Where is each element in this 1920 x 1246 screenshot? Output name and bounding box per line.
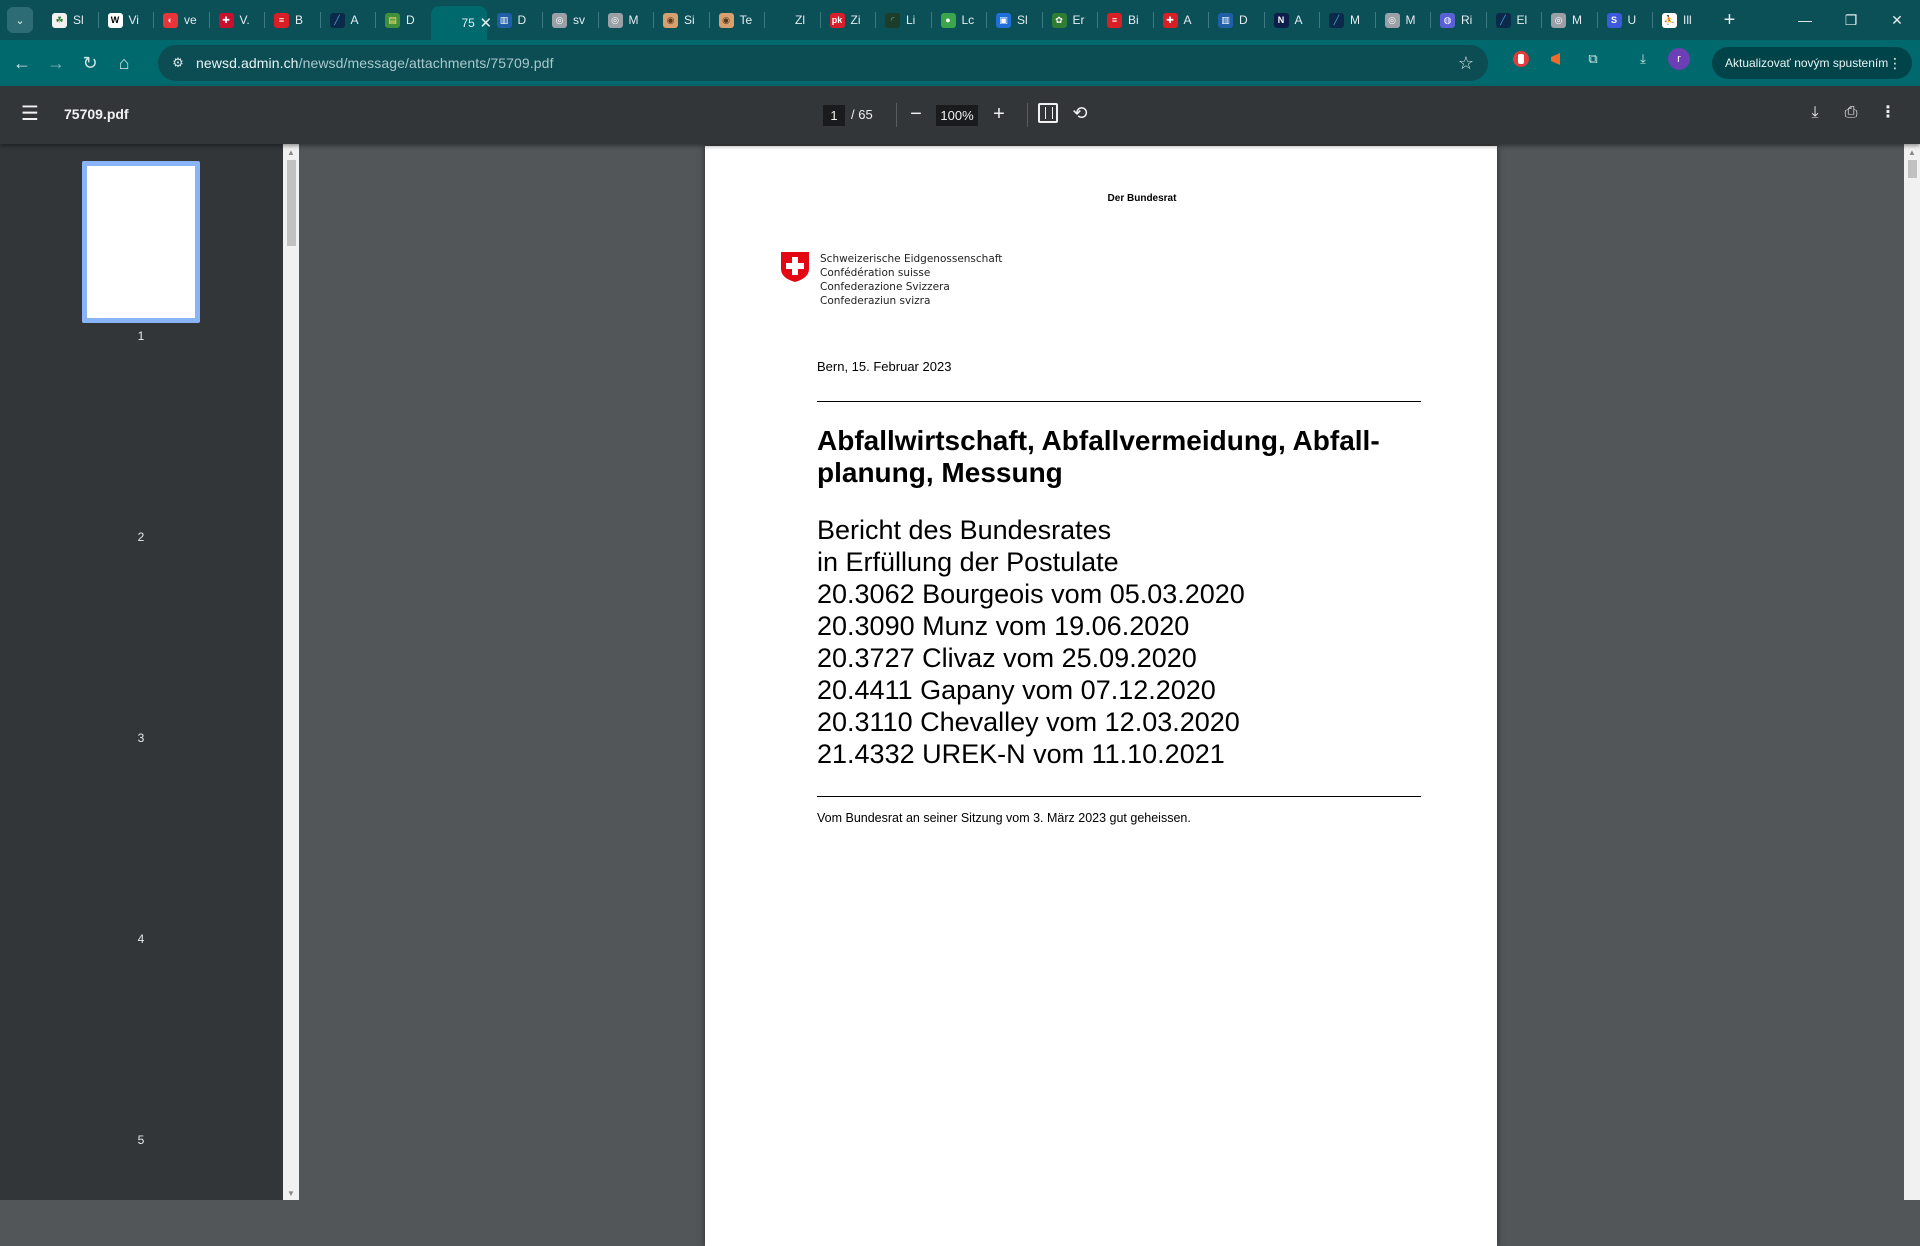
document-title: 75709.pdf <box>64 106 129 122</box>
pdf-page <box>705 146 1497 1246</box>
back-button[interactable] <box>5 46 39 80</box>
print-button[interactable] <box>1839 101 1863 125</box>
puzzle-extensions-icon[interactable]: ⧉ <box>1588 51 1598 66</box>
favicon-icon <box>441 16 456 31</box>
tab-title: Lc <box>961 13 975 27</box>
tab[interactable] <box>709 0 765 40</box>
thumbnail-preview[interactable] <box>82 563 200 725</box>
sidebar-scrollbar[interactable] <box>283 144 299 1200</box>
zoom-in-button[interactable] <box>987 100 1011 128</box>
tab-list <box>42 0 1708 40</box>
url-host: newsd.admin.ch <box>196 55 299 71</box>
tab-title: A <box>1183 13 1192 27</box>
close-icon: ✕ <box>1891 11 1903 28</box>
subtitle-line: 20.3062 Bourgeois vom 05.03.2020 <box>817 579 1245 609</box>
tab-title: Sl <box>73 13 84 27</box>
main-scroll-thumb[interactable] <box>1908 160 1917 178</box>
tab[interactable] <box>1153 0 1209 40</box>
thumbnail-page-number: 1 <box>137 329 145 343</box>
plus-icon: + <box>1723 8 1736 31</box>
tab-title: sv <box>573 13 585 27</box>
home-button[interactable] <box>107 46 141 80</box>
favicon-icon: N <box>1274 13 1289 28</box>
tab-title: 75 <box>461 16 475 30</box>
tab-search-button[interactable] <box>7 7 33 33</box>
report-subtitle <box>817 514 1245 770</box>
tab-title: V. <box>239 13 250 27</box>
url-text[interactable] <box>196 55 554 71</box>
confederation-name: Confederazione Svizzera <box>820 281 950 293</box>
tab[interactable] <box>264 0 320 40</box>
swiss-cross-logo <box>780 251 810 283</box>
window-controls <box>1782 0 1920 40</box>
page-thumbnail[interactable] <box>82 764 200 946</box>
tab[interactable] <box>1375 0 1431 40</box>
favicon-icon: ☘ <box>52 13 67 28</box>
favicon-icon: ✚ <box>219 13 234 28</box>
favicon-icon: ╱ <box>330 13 345 28</box>
tab-title: Bi <box>1128 13 1139 27</box>
tab-title: Zi <box>850 13 861 27</box>
tab[interactable] <box>1208 0 1264 40</box>
tab-title: U <box>1627 13 1637 27</box>
bookmark-star-icon[interactable]: ☆ <box>1457 53 1474 73</box>
tab[interactable] <box>375 0 431 40</box>
plus-icon: + <box>993 103 1005 125</box>
page-number-input[interactable]: 1 <box>823 105 845 126</box>
tab-strip <box>0 0 1920 40</box>
favicon-icon: ◜ <box>885 13 900 28</box>
favicon-icon: W <box>108 13 123 28</box>
tab-title: Zl <box>795 13 805 27</box>
tab-title: M <box>1572 13 1582 27</box>
favicon-icon: ◐ <box>163 13 178 28</box>
sidebar-menu-button[interactable] <box>18 103 42 127</box>
tab-title: Li <box>906 13 916 27</box>
tune-icon: ⚙ <box>172 55 184 70</box>
thumbnail-list <box>0 144 283 1200</box>
tab[interactable] <box>1541 0 1597 40</box>
thumbnail-preview[interactable] <box>82 161 200 323</box>
zoom-out-button[interactable] <box>904 100 928 128</box>
subtitle-line: in Erfüllung der Postulate <box>817 547 1119 577</box>
favicon-icon: ▥ <box>497 13 512 28</box>
thumbnail-sidebar <box>0 144 283 1200</box>
thumbnail-preview[interactable] <box>82 764 200 926</box>
confederation-name: Schweizerische Eidgenossenschaft <box>820 253 1003 265</box>
forward-button[interactable] <box>39 46 73 80</box>
favicon-icon: ◎ <box>552 13 567 28</box>
fit-to-page-button[interactable] <box>1038 103 1058 123</box>
scroll-down-icon[interactable]: ▼ <box>287 1189 295 1198</box>
page-thumbnail[interactable] <box>82 965 200 1147</box>
favicon-icon: ╱ <box>1496 13 1511 28</box>
main-scrollbar[interactable] <box>1904 144 1920 1200</box>
thumbnail-page-number: 2 <box>137 530 145 544</box>
tab[interactable] <box>1042 0 1098 40</box>
update-relaunch-button[interactable] <box>1712 47 1912 79</box>
rotate-button[interactable] <box>1068 101 1092 125</box>
tab[interactable] <box>653 0 709 40</box>
page-thumbnail[interactable] <box>82 362 200 544</box>
horizontal-rule <box>817 796 1421 797</box>
tab-title: Si <box>684 13 695 27</box>
tab-title: M <box>1405 13 1416 27</box>
minimize-button[interactable] <box>1782 0 1828 40</box>
profile-button[interactable] <box>1668 48 1690 70</box>
favicon-icon: ▥ <box>1218 13 1233 28</box>
tab-active[interactable] <box>431 6 493 40</box>
page-thumbnail[interactable] <box>82 161 200 343</box>
tab[interactable] <box>986 0 1042 40</box>
favicon-icon: ● <box>941 13 956 28</box>
favicon-icon: ◎ <box>1551 13 1566 28</box>
rotate-icon: ⟲ <box>1072 103 1088 123</box>
pdf-download-button[interactable] <box>1803 101 1827 125</box>
subtitle-line: 20.3727 Clivaz vom 25.09.2020 <box>817 643 1197 673</box>
tab[interactable] <box>1319 0 1375 40</box>
new-tab-button[interactable] <box>1718 9 1742 32</box>
favicon-icon: ◍ <box>1440 13 1455 28</box>
address-bar[interactable] <box>158 45 1488 81</box>
tab[interactable] <box>542 0 598 40</box>
tab-title: Er <box>1072 13 1085 27</box>
favicon-icon: S <box>1607 13 1622 28</box>
thumbnail-page-number: 3 <box>137 731 145 745</box>
download-icon: ⤓ <box>1811 104 1819 121</box>
favicon-icon: ≡ <box>274 13 289 28</box>
tab-title: Te <box>739 13 753 27</box>
tab-title: Ill <box>1683 13 1692 27</box>
tab[interactable] <box>320 0 376 40</box>
document-header: Der Bundesrat <box>1107 193 1177 204</box>
tab[interactable] <box>1264 0 1320 40</box>
tab-title: D <box>1239 13 1248 27</box>
tab[interactable] <box>1597 0 1653 40</box>
minus-icon: − <box>910 103 922 125</box>
download-icon[interactable]: ⤓ <box>1640 51 1646 66</box>
favicon-icon: ◎ <box>1385 13 1400 28</box>
update-label: Aktualizovať novým spustením <box>1725 56 1889 70</box>
more-actions-button[interactable] <box>1876 101 1900 125</box>
avatar: r <box>1668 48 1690 70</box>
page-thumbnail[interactable] <box>82 563 200 745</box>
tab-title: B <box>295 13 304 27</box>
tab[interactable] <box>1430 0 1486 40</box>
tab[interactable] <box>1652 0 1708 40</box>
tab-title: D <box>406 13 415 27</box>
subtitle-line: 20.3110 Chevalley vom 12.03.2020 <box>817 707 1240 737</box>
more-vert-icon: ⋮ <box>1888 54 1902 71</box>
confederation-name: Confédération suisse <box>820 267 931 279</box>
browser-toolbar <box>0 40 1920 86</box>
tab-title: A <box>1294 13 1303 27</box>
url-path: /newsd/message/attachments/75709.pdf <box>298 55 554 71</box>
tab-close-icon[interactable]: ✕ <box>479 14 493 32</box>
tab-title: Sl <box>1017 13 1028 27</box>
close-window-button[interactable] <box>1874 0 1920 40</box>
favicon-icon: ◎ <box>608 13 623 28</box>
tab-title: ve <box>184 13 197 27</box>
subtitle-line: 21.4332 UREK-N vom 11.10.2021 <box>817 739 1225 769</box>
scroll-up-icon[interactable]: ▲ <box>287 148 295 157</box>
tab-title: M <box>1350 13 1360 27</box>
tab[interactable] <box>1097 0 1153 40</box>
tab[interactable] <box>487 0 543 40</box>
tab[interactable] <box>98 0 154 40</box>
megaphone-extension-icon[interactable] <box>1546 48 1568 70</box>
tab[interactable] <box>875 0 931 40</box>
tab[interactable] <box>209 0 265 40</box>
favicon-icon: pk <box>830 13 845 28</box>
tab[interactable] <box>153 0 209 40</box>
thumbnail-preview[interactable] <box>82 362 200 524</box>
favicon-icon: ◉ <box>663 13 678 28</box>
zoom-input[interactable]: 100% <box>936 105 978 126</box>
reload-icon: ↻ <box>82 52 98 73</box>
tab[interactable] <box>820 0 876 40</box>
arrow-left-icon: ← <box>13 52 31 73</box>
favicon-icon: ▣ <box>996 13 1011 28</box>
home-icon: ⌂ <box>118 52 130 73</box>
toolbar-divider <box>896 103 897 127</box>
favicon-icon <box>774 13 789 28</box>
more-vert-icon: ⋮ <box>1880 104 1896 121</box>
approval-line: Vom Bundesrat an seiner Sitzung vom 3. März 2023 gut geheissen. <box>817 811 1191 825</box>
favicon-icon: ✚ <box>1163 13 1178 28</box>
hamburger-icon: ☰ <box>21 103 39 125</box>
chevron-down-icon: ⌄ <box>15 14 25 27</box>
tab-title: Vi <box>128 13 139 27</box>
tab-title: El <box>1516 13 1528 27</box>
favicon-icon: ✿ <box>1052 13 1067 28</box>
tab[interactable] <box>1486 0 1542 40</box>
document-heading: Abfallwirtschaft, Abfallvermeidung, Abfall-planung, Messung <box>817 425 1380 488</box>
pdf-toolbar <box>0 86 1920 144</box>
tab-title: D <box>517 13 527 27</box>
sidebar-scroll-thumb[interactable] <box>287 160 296 246</box>
minimize-icon: — <box>1798 12 1812 28</box>
tab[interactable] <box>42 0 98 40</box>
subtitle-line: Bericht des Bundesrates <box>817 515 1112 545</box>
thumbnail-page-number: 5 <box>137 1133 145 1147</box>
scroll-up-icon[interactable]: ▲ <box>1908 148 1916 157</box>
tab-title: Ri <box>1461 13 1473 27</box>
thumbnail-preview[interactable] <box>82 965 200 1127</box>
page-total: / 65 <box>851 107 873 122</box>
tab[interactable] <box>598 0 654 40</box>
favicon-icon: ◉ <box>719 13 734 28</box>
arrow-right-icon: → <box>47 52 65 73</box>
horizontal-rule <box>817 401 1421 402</box>
hand-extension-icon[interactable] <box>1510 48 1532 70</box>
thumbnail-page-number: 4 <box>137 932 145 946</box>
subtitle-line: 20.3090 Munz vom 19.06.2020 <box>817 611 1190 641</box>
tab-title: M <box>628 13 639 27</box>
restore-icon: ❐ <box>1844 11 1858 28</box>
favicon-icon: ╱ <box>1329 13 1344 28</box>
confederation-names <box>820 252 1002 308</box>
subtitle-line: 20.4411 Gapany vom 07.12.2020 <box>817 675 1216 705</box>
favicon-icon: ⛹ <box>1662 13 1677 28</box>
extension-icons <box>1510 48 1690 70</box>
tab[interactable] <box>931 0 987 40</box>
confederation-name: Confederaziun svizra <box>820 295 931 307</box>
tab-title: A <box>350 13 359 27</box>
printer-icon: ⎙ <box>1844 104 1858 121</box>
toolbar-divider <box>1027 103 1028 127</box>
date-line: Bern, 15. Februar 2023 <box>817 359 952 374</box>
restore-button[interactable] <box>1828 0 1874 40</box>
favicon-icon: ▤ <box>385 13 400 28</box>
favicon-icon: ≡ <box>1107 13 1122 28</box>
reload-button[interactable] <box>73 46 107 80</box>
tab[interactable] <box>764 0 820 40</box>
pdf-viewport <box>299 144 1904 1200</box>
site-info-button[interactable] <box>164 49 192 77</box>
